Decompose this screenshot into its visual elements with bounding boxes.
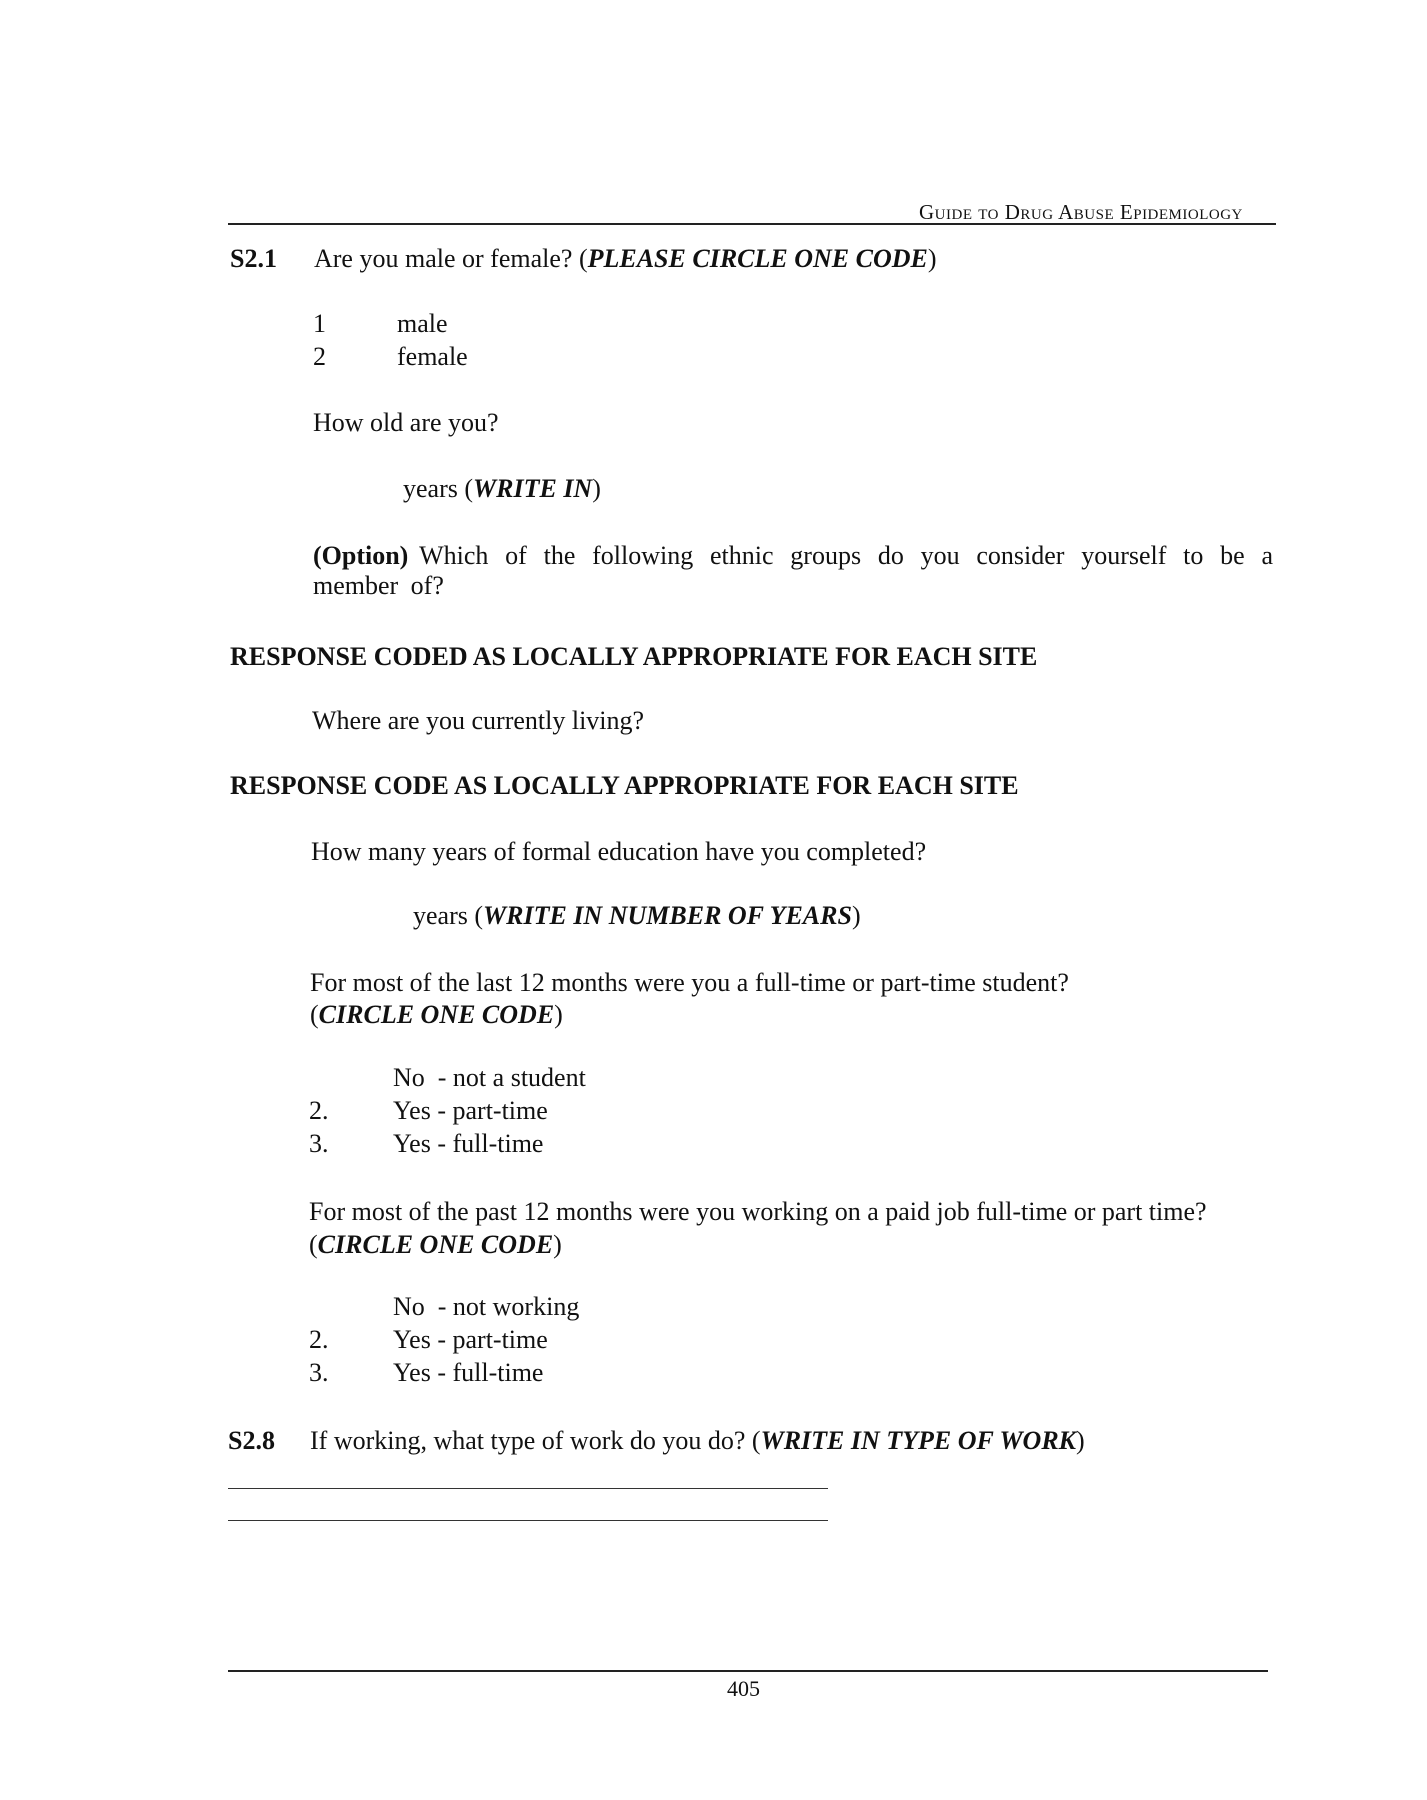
option-label: male (397, 309, 448, 338)
instruction-text: CIRCLE ONE CODE (318, 1000, 555, 1029)
question-education: How many years of formal education have you completed? (311, 837, 927, 866)
option-tag: (Option) (313, 541, 409, 570)
option-female[interactable] (313, 342, 468, 372)
question-id-s2-1: S2.1 (230, 244, 277, 273)
option-code: 2. (309, 1096, 329, 1125)
option-label: female (397, 342, 468, 371)
option-code: 2 (313, 342, 326, 371)
instruction-text: PLEASE CIRCLE ONE CODE (587, 244, 928, 273)
option-label: No - not a student (393, 1063, 586, 1092)
option-label: No - not working (393, 1292, 580, 1321)
question-work-type: If working, what type of work do you do? (WRITE IN TYPE OF WORK) (310, 1426, 1085, 1455)
footer-rule (228, 1670, 1268, 1672)
question-residence: Where are you currently living? (312, 706, 645, 735)
answer-age[interactable]: years (WRITE IN) (403, 474, 601, 503)
page-number: 405 (727, 1676, 760, 1701)
option-code: 3. (309, 1358, 329, 1387)
option-label: Yes - part-time (393, 1096, 548, 1125)
question-sex: Are you male or female? (PLEASE CIRCLE ONE CODE) (314, 244, 937, 273)
question-age: How old are you? (313, 408, 499, 437)
option-code: 2. (309, 1325, 329, 1354)
option-student-part-time[interactable] (309, 1096, 548, 1126)
question-text: Which of the following ethnic groups do you consider yourself to be a member of? (313, 541, 1273, 600)
answer-education[interactable]: years (WRITE IN NUMBER OF YEARS) (413, 901, 861, 930)
option-male[interactable] (313, 309, 448, 339)
coding-note-1: RESPONSE CODED AS LOCALLY APPROPRIATE FOR EACH SITE (230, 642, 1038, 671)
option-label: Yes - full-time (393, 1358, 544, 1387)
answer-line-1[interactable] (228, 1488, 828, 1489)
instruction-text: WRITE IN NUMBER OF YEARS (483, 901, 852, 930)
option-code: 1 (313, 309, 326, 338)
header-rule (228, 223, 1276, 225)
answer-line-2[interactable] (228, 1520, 828, 1521)
question-working: For most of the past 12 months were you working on a paid job full-time or part time? (309, 1197, 1207, 1226)
running-header: Guide to Drug Abuse Epidemiology (919, 200, 1243, 224)
coding-note-2: RESPONSE CODE AS LOCALLY APPROPRIATE FOR EACH SITE (230, 771, 1019, 800)
instruction-working: (CIRCLE ONE CODE) (309, 1230, 562, 1259)
option-code: 3. (309, 1129, 329, 1158)
option-label: Yes - part-time (393, 1325, 548, 1354)
option-working-full-time[interactable] (309, 1358, 543, 1388)
instruction-text: WRITE IN TYPE OF WORK (760, 1426, 1077, 1455)
question-ethnic-group (313, 541, 1273, 601)
question-text: If working, what type of work do you do? ( (310, 1426, 761, 1455)
option-student-full-time[interactable] (309, 1129, 543, 1159)
question-text: Are you male or female? (314, 244, 573, 273)
option-not-working[interactable] (309, 1292, 579, 1322)
instruction-student: (CIRCLE ONE CODE) (310, 1000, 563, 1029)
question-id-s2-8: S2.8 (228, 1426, 275, 1455)
instruction-text: CIRCLE ONE CODE (317, 1230, 554, 1259)
option-not-student[interactable] (309, 1063, 586, 1093)
instruction-text: WRITE IN (473, 474, 593, 503)
option-label: Yes - full-time (393, 1129, 544, 1158)
question-student: For most of the last 12 months were you a full-time or part-time student? (310, 968, 1069, 997)
option-working-part-time[interactable] (309, 1325, 548, 1355)
